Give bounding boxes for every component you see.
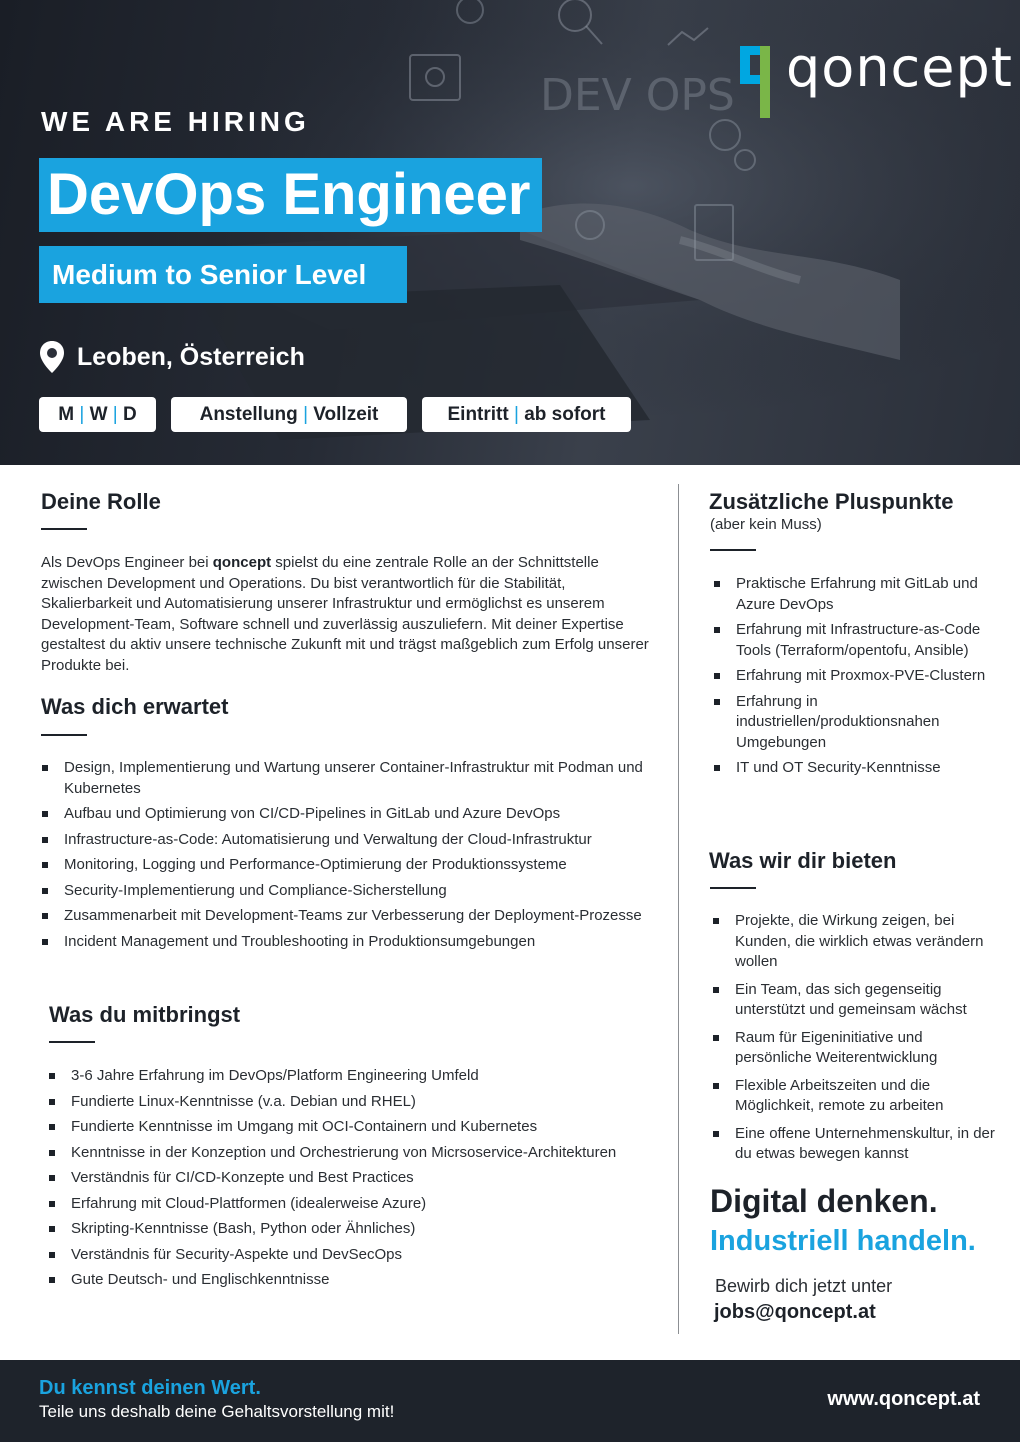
slogan-line-1: Digital denken. <box>710 1183 938 1219</box>
plus-list <box>736 574 998 784</box>
column-divider <box>678 484 679 1334</box>
list-item: Zusammenarbeit mit Development-Teams zur Verbesserung der Deployment-Prozesse <box>64 906 654 927</box>
gender-tag: M | W | D <box>39 397 156 432</box>
footer <box>0 1360 1020 1442</box>
footer-text: Teile uns deshalb deine Gehaltsvorstellung mit! <box>39 1402 395 1421</box>
bieten-heading: Was wir dir bieten <box>709 848 897 873</box>
erwartet-rule <box>41 734 87 736</box>
location <box>39 340 305 374</box>
list-item: Erfahrung mit Proxmox-PVE-Clustern <box>736 666 998 687</box>
list-item: Incident Management und Troubleshooting in Produktionsumgebungen <box>64 932 654 953</box>
list-item: Erfahrung mit Infrastructure-as-Code Tools (Terraform/opentofu, Ansible) <box>736 620 998 661</box>
plus-subheading: (aber kein Muss) <box>710 516 822 533</box>
list-item: Flexible Arbeitszeiten und die Möglichkeit, remote zu arbeiten <box>735 1076 997 1117</box>
list-item: Kenntnisse in der Konzeption und Orchestrierung von Micrsoservice-Architekturen <box>71 1143 671 1164</box>
mitbringst-rule <box>49 1041 95 1043</box>
list-item: Design, Implementierung und Wartung unserer Container-Infrastruktur mit Podman und Kubernetes <box>64 758 654 799</box>
job-title: DevOps Engineer <box>39 158 542 232</box>
website-link[interactable]: www.qoncept.at <box>827 1388 980 1410</box>
erwartet-list <box>64 758 654 957</box>
list-item: Praktische Erfahrung mit GitLab und Azure DevOps <box>736 574 998 615</box>
list-item: Gute Deutsch- und Englischkenntnisse <box>71 1270 671 1291</box>
list-item: Erfahrung in industriellen/produktionsnahen Umgebungen <box>736 692 998 754</box>
mitbringst-list <box>71 1066 671 1296</box>
apply-email-link[interactable]: jobs@qoncept.at <box>714 1301 876 1323</box>
start-date-tag: Eintritt | ab sofort <box>422 397 631 432</box>
logo-mark-icon <box>740 38 780 102</box>
list-item: Skripting-Kenntnisse (Bash, Python oder Ähnliches) <box>71 1219 671 1240</box>
list-item: Verständnis für CI/CD-Konzepte und Best Practices <box>71 1168 671 1189</box>
list-item: Aufbau und Optimierung von CI/CD-Pipelines in GitLab und Azure DevOps <box>64 804 654 825</box>
plus-rule <box>710 549 756 551</box>
plus-heading: Zusätzliche Pluspunkte <box>709 489 954 514</box>
list-item: Fundierte Kenntnisse im Umgang mit OCI-Containern und Kubernetes <box>71 1117 671 1138</box>
logo-text: qoncept <box>786 35 1013 99</box>
rolle-heading: Deine Rolle <box>41 489 161 514</box>
hero-banner <box>0 0 1020 465</box>
rolle-rule <box>41 528 87 530</box>
bieten-rule <box>710 887 756 889</box>
list-item: Projekte, die Wirkung zeigen, bei Kunden, die wirklich etwas verändern wollen <box>735 911 997 973</box>
location-text: Leoben, Österreich <box>77 342 305 371</box>
location-pin-icon <box>39 340 65 374</box>
list-item: IT und OT Security-Kenntnisse <box>736 758 998 779</box>
bieten-list <box>735 911 997 1172</box>
apply-label: Bewirb dich jetzt unter <box>715 1276 893 1296</box>
list-item: Monitoring, Logging und Performance-Optimierung der Produktionssysteme <box>64 855 654 876</box>
slogan-line-2: Industriell handeln. <box>710 1225 976 1257</box>
list-item: 3-6 Jahre Erfahrung im DevOps/Platform Engineering Umfeld <box>71 1066 671 1087</box>
list-item: Infrastructure-as-Code: Automatisierung und Verwaltung der Cloud-Infrastruktur <box>64 830 654 851</box>
list-item: Erfahrung mit Cloud-Plattformen (idealerweise Azure) <box>71 1194 671 1215</box>
list-item: Verständnis für Security-Aspekte und DevSecOps <box>71 1245 671 1266</box>
hiring-eyebrow: WE ARE HIRING <box>41 106 310 137</box>
company-name: qoncept <box>212 554 272 571</box>
hero-deco-text: DEV OPS <box>540 70 735 121</box>
list-item: Security-Implementierung und Compliance-Sicherstellung <box>64 881 654 902</box>
qoncept-logo[interactable] <box>740 30 1013 110</box>
rolle-paragraph: Als DevOps Engineer bei qoncept spielst du eine zentrale Rolle an der Schnittstelle zwischen Development und Operations. Du bist verantwortlich für die Stabilität, Skalierbarkeit und Automatisierung unserer Infrastruktur und ermöglichst es unserem Development-Team, Software schnell und zuverlässig auszuliefern. Mit deiner Expertise gestaltest du aktiv unsere technische Zukunft mit und trägst maßgeblich zum Erfolg unserer Produkte bei. <box>41 554 649 674</box>
list-item: Ein Team, das sich gegenseitig unterstützt und gemeinsam wächst <box>735 980 997 1021</box>
seniority-level: Medium to Senior Level <box>39 246 407 303</box>
footer-headline: Du kennst deinen Wert. <box>39 1377 261 1399</box>
erwartet-heading: Was dich erwartet <box>41 694 229 719</box>
list-item: Raum für Eigeninitiative und persönliche Weiterentwicklung <box>735 1028 997 1069</box>
list-item: Fundierte Linux-Kenntnisse (v.a. Debian und RHEL) <box>71 1092 671 1113</box>
employment-type-tag: Anstellung | Vollzeit <box>171 397 407 432</box>
list-item: Eine offene Unternehmenskultur, in der du etwas bewegen kannst <box>735 1124 997 1165</box>
mitbringst-heading: Was du mitbringst <box>49 1002 241 1027</box>
